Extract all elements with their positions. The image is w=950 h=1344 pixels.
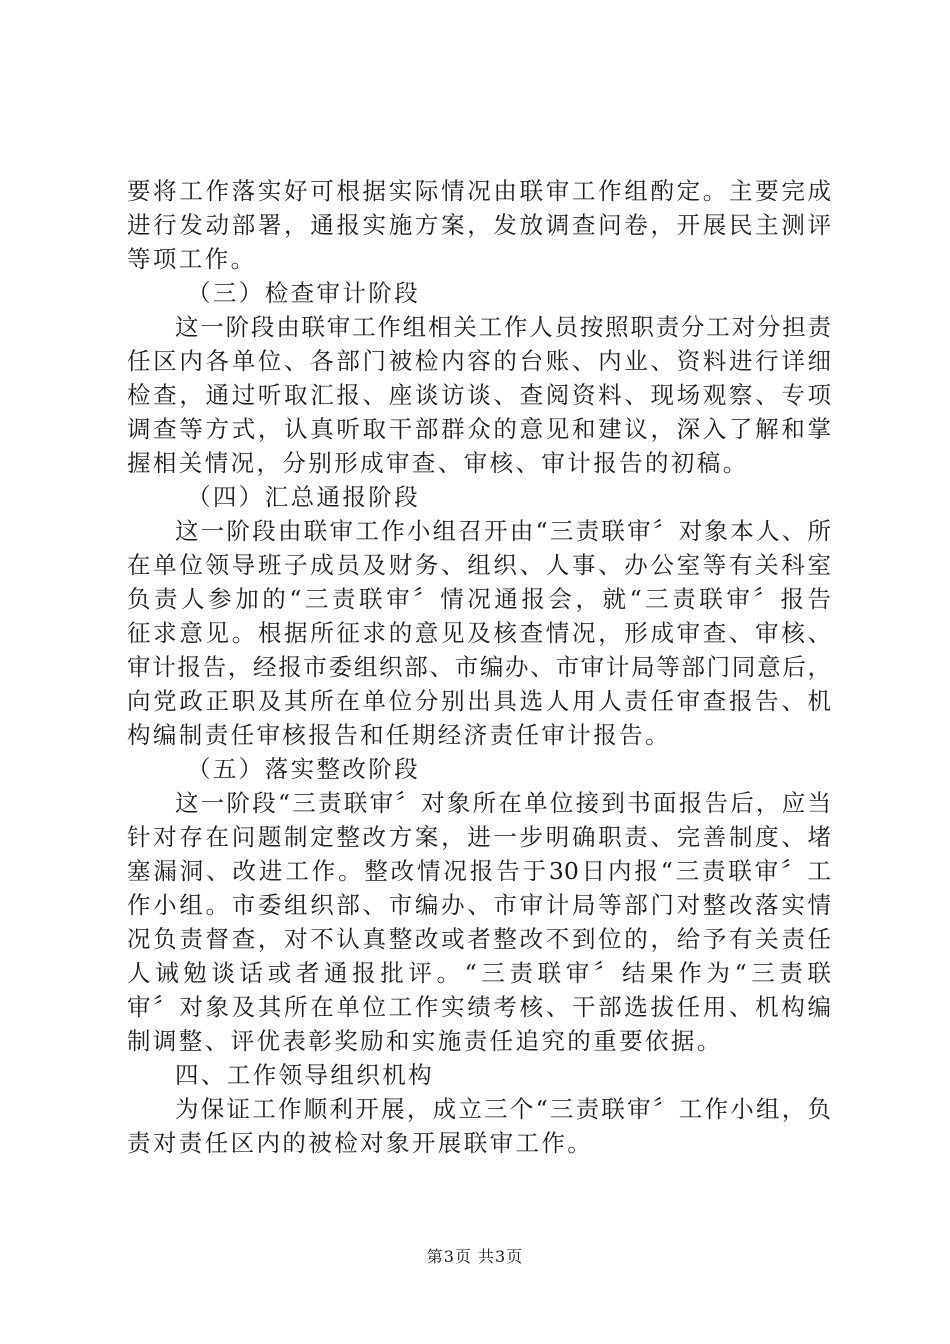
text-line: 制调整、评优表彰奖励和实施责任追究的重要依据。	[127, 1027, 723, 1055]
text-line: 调查等方式，认真听取干部群众的意见和建议，深入了解和掌	[127, 415, 831, 443]
text-line: 审〞对象及其所在单位工作实绩考核、干部选拔任用、机构编	[127, 993, 831, 1021]
text-line: 责对责任区内的被检对象开展联审工作。	[127, 1129, 594, 1157]
text-line: 这一阶段由联审工作组相关工作人员按照职责分工对分担责	[175, 313, 831, 341]
text-line: 握相关情况，分别形成审查、审核、审计报告的初稿。	[127, 449, 749, 477]
page-number: 第3页 共3页	[426, 1247, 524, 1266]
text-line: 要将工作落实好可根据实际情况由联审工作组酌定。主要完成	[127, 177, 831, 205]
text-line: 向党政正职及其所在单位分别出具选人用人责任审查报告、机	[127, 687, 831, 715]
text-line: 况负责督查，对不认真整改或者整改不到位的，给予有关责任	[127, 925, 831, 953]
text-line: 审计报告，经报市委组织部、市编办、市审计局等部门同意后，	[127, 653, 831, 681]
text-line: 在单位领导班子成员及财务、组织、人事、办公室等有关科室	[127, 551, 831, 579]
text-line: 为保证工作顺利开展，成立三个“三责联审〞工作小组，负	[175, 1095, 831, 1123]
section-heading: （三）检查审计阶段	[187, 279, 421, 307]
text-line: 进行发动部署，通报实施方案，发放调查问卷，开展民主测评	[127, 211, 831, 239]
text-line: 塞漏洞、改进工作。整改情况报告于30日内报“三责联审〞工	[127, 857, 831, 885]
text-line: 作小组。市委组织部、市编办、市审计局等部门对整改落实情	[127, 891, 831, 919]
text-line: 人诫勉谈话或者通报批评。“三责联审〞结果作为“三责联	[127, 959, 831, 987]
text-line: 负责人参加的“三责联审〞情况通报会，就“三责联审〞报告	[127, 585, 831, 613]
text-line: 征求意见。根据所征求的意见及核查情况，形成审查、审核、	[127, 619, 831, 647]
text-line: 等项工作。	[127, 245, 257, 273]
text-line: 任区内各单位、各部门被检内容的台账、内业、资料进行详细	[127, 347, 831, 375]
section-heading: （四）汇总通报阶段	[187, 483, 421, 511]
section-heading: 四、工作领导组织机构	[175, 1061, 434, 1089]
text-line: 针对存在问题制定整改方案，进一步明确职责、完善制度、堵	[127, 823, 831, 851]
text-line: 这一阶段“三责联审〞对象所在单位接到书面报告后，应当	[175, 789, 831, 817]
text-line: 检查，通过听取汇报、座谈访谈、查阅资料、现场观察、专项	[127, 381, 831, 409]
section-heading: （五）落实整改阶段	[187, 755, 421, 783]
text-line: 这一阶段由联审工作小组召开由“三责联审〞对象本人、所	[175, 517, 831, 545]
text-line: 构编制责任审核报告和任期经济责任审计报告。	[127, 721, 671, 749]
